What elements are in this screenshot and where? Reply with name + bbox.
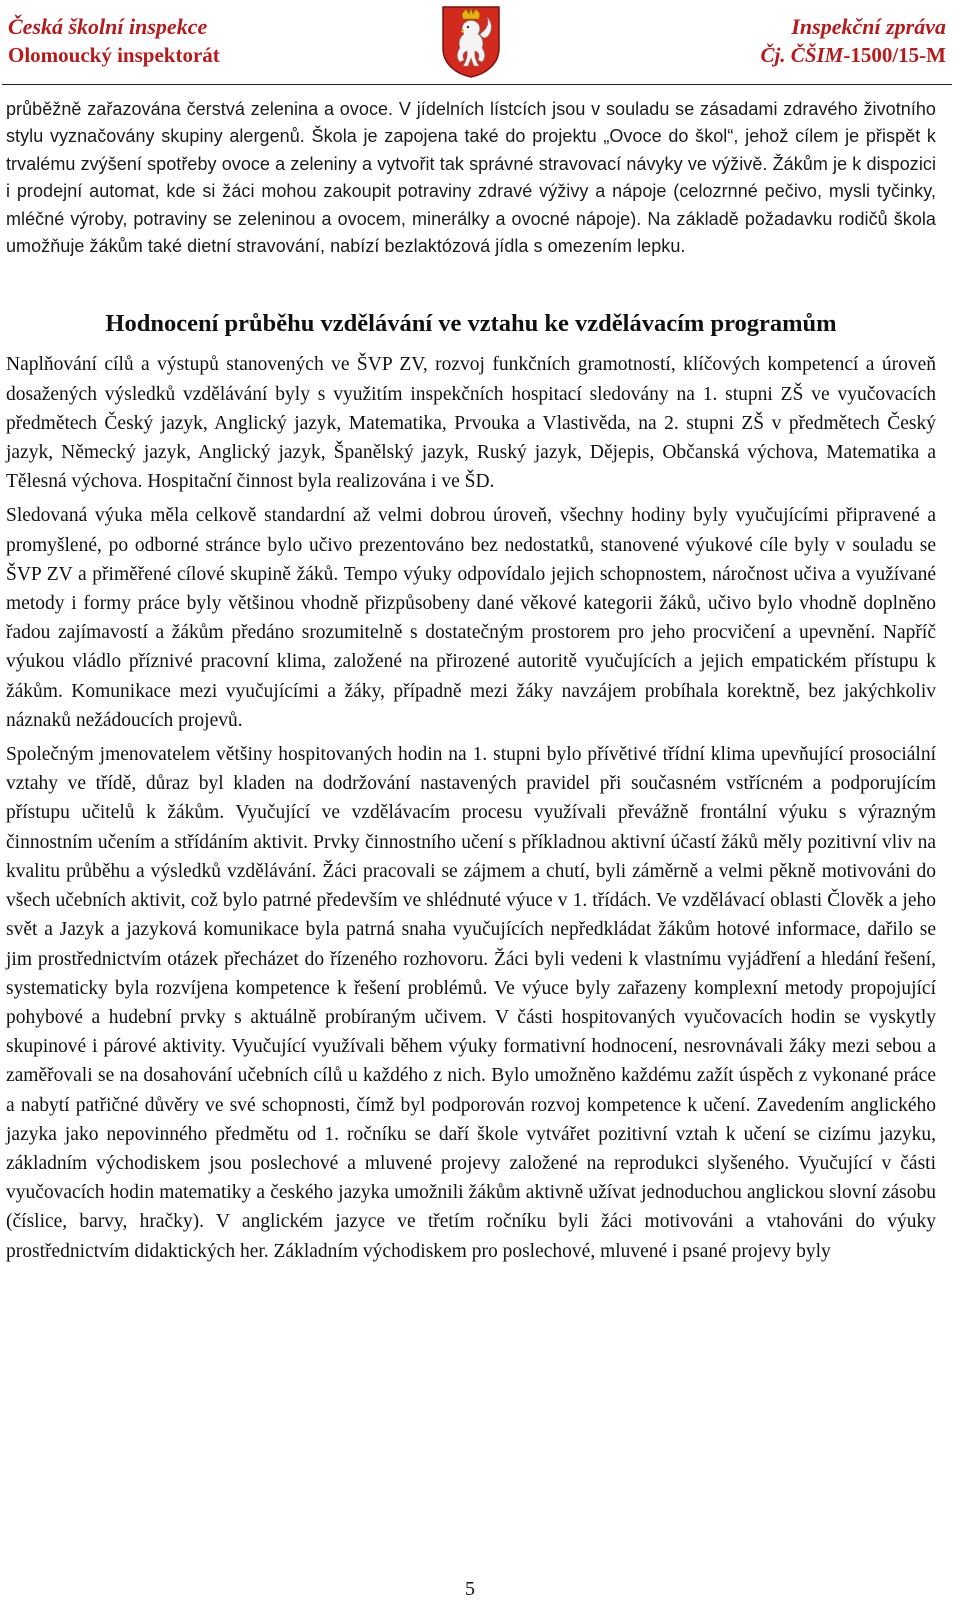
intro-paragraph: průběžně zařazována čerstvá zelenina a ovoce. V jídelních lístcích jsou v souladu se zásadami zdravého životního stylu vyznačovány skupiny alergenů. Škola je zapojena také do projektu „Ovoce do škol“, jehož cílem je přispět k trvalému zvýšení spotřeby ovoce a zeleniny a vytvořit tak správné stravovací návyky ve výživě. Žákům je k dispozici i prodejní automat, kde si žáci mohou zakoupit potraviny zdravé výživy a nápoje (celozrnné pečivo, mysli tyčinky, mléčné výroby, potraviny se zeleninou a ovocem, minerálky a ovocné nápoje). Na základě požadavku rodičů škola umožňuje žákům také dietní stravování, nabízí bezlaktózová jídla s omezením lepku. <box>6 99 936 257</box>
page-number: 5 <box>465 1578 475 1600</box>
section-paragraph: Společným jmenovatelem většiny hospitovaných hodin na 1. stupni bylo přívětivé třídní klima upevňující prosociální vztahy ve třídě, důraz byl kladen na dodržování nastavených pravidel při současném vstřícném a podporujícím přístupu učitelů k žákům. Vyučující ve vzdělávacím procesu využívali převážně frontální výuku s výrazným činnostním učením a střídáním aktivit. Prvky činnostního učení s příkladnou aktivní účastí žáků měly pozitivní vliv na kvalitu průběhu a výsledků vzdělávání. Žáci pracovali se zájmem a chutí, byli záměrně a velmi pěkně motivováni do všech učebních aktivit, což bylo patrné především ve shlédnuté výuce v 1. třídách. Ve vzdělávací oblasti Člověk a jeho svět a Jazyk a jazyková komunikace byla patrná snaha vyučujících nepředkládat žákům hotové informace, dařilo se jim prostřednictvím otázek přecházet do řízeného rozhovoru. Žáci byli vedeni k vlastnímu vyjádření a hledání řešení, systematicky byla rozvíjena kompetence k řešení problémů. Ve výuce byly zařazeny komplexní metody propojující pohybové a hudební prvky s aktuálně probíraným učivem. V části hospitovaných vyučovacích hodin se vyskytly skupinové i párové aktivity. Vyučující využívali během výuky formativní hodnocení, nesrovnávali žáky mezi sebou a zaměřovali se na dosahování učebních cílů u každého z nich. Bylo umožněno každému zažít úspěch z vykonané práce a nabytí patřičné důvěry ve své schopnosti, čímž byl podporován rozvoj kompetence k učení. Zavedením anglického jazyka jako nepovinného předmětu od 1. ročníku se daří škole vytvářet pozitivní vztah k učení se cizímu jazyku, základním východiskem jsou poslechové a mluvené projevy založené na reprodukci slyšeného. Vyučující v části vyučovacích hodin matematiky a českého jazyka umožnili žákům aktivně užívat jednoduchou anglickou slovní zásobu (číslice, barvy, hračky). V anglickém jazyce ve třetím ročníku byli žáci motivováni a vtahováni do výuky prostřednictvím didaktických her. Základním východiskem pro poslechové, mluvené i psané projevy byly <box>6 744 936 1262</box>
document-reference-prefix: Čj. ČŠIM <box>760 43 844 67</box>
czech-lion-crest-icon <box>440 4 502 78</box>
section-paragraph: Sledovaná výuka měla celkově standardní až velmi dobrou úroveň, všechny hodiny byly vyučujícími připravené a promyšlené, po odborné stránce bylo učivo prezentováno bez nedostatků, stanovené výukové cíle byly v souladu se ŠVP ZV a přiměřené cílové skupině žáků. Tempo výuky odpovídalo jejich schopnostem, náročnost učiva a využívané metody i formy práce byly většinou vhodně přizpůsobeny dané věkové kategorii žáků, učivo bylo vhodně doplněno řadou zajímavostí a žákům předáno srozumitelně s dostatečným prostorem pro jeho procvičení a upevnění. Napříč výukou vládlo příznivé pracovní klima, založené na přirozené autoritě vyučujících a jejich empatickém přístupu k žákům. Komunikace mezi vyučujícími a žáky, případně mezi žáky navzájem probíhala korektně, bez jakýchkoliv náznaků nežádoucích projevů. <box>6 505 936 731</box>
header-document-info <box>760 14 946 70</box>
section-heading: Hodnocení průběhu vzdělávání ve vztahu ke vzdělávacím programům <box>105 310 837 338</box>
page-header <box>0 0 960 84</box>
document-body <box>6 96 936 1271</box>
document-reference-number: -1500/15-M <box>843 43 946 67</box>
org-name: Česká školní inspekce <box>8 14 208 39</box>
org-branch: Olomoucký inspektorát <box>8 43 220 67</box>
section-paragraph: Naplňování cílů a výstupů stanovených ve ŠVP ZV, rozvoj funkčních gramotností, klíčových kompetencí a úroveň dosažených výsledků vzdělávání byly s využitím inspekčních hospitací sledovány na 1. stupni ZŠ ve vyučovacích předmětech Český jazyk, Anglický jazyk, Matematika, Prvouka a Vlastivěda, na 2. stupni ZŠ v předmětech Český jazyk, Německý jazyk, Anglický jazyk, Španělský jazyk, Ruský jazyk, Dějepis, Občanská výchova, Matematika a Tělesná výchova. Hospitační činnost byla realizována i ve ŠD. <box>6 354 936 493</box>
document-type: Inspekční zpráva <box>791 14 946 39</box>
header-divider <box>2 84 952 85</box>
document-reference <box>760 40 946 70</box>
header-organization <box>8 14 220 70</box>
